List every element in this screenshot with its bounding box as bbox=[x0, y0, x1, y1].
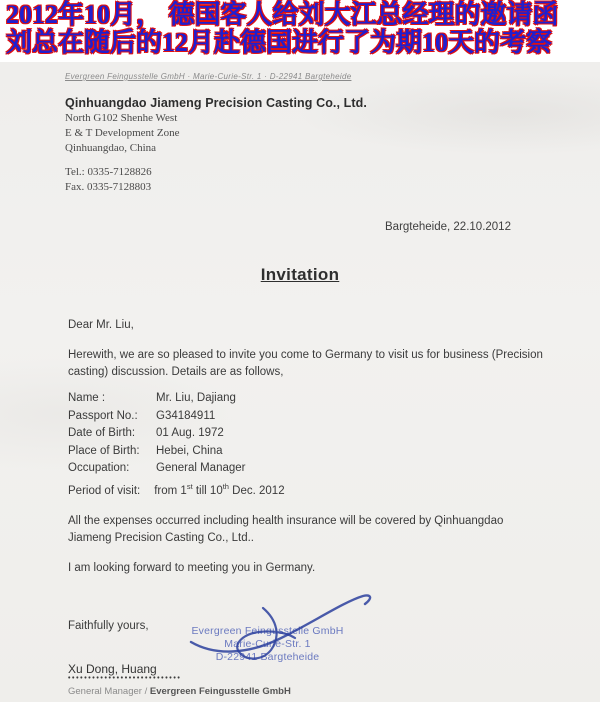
detail-row-birthdate bbox=[68, 425, 388, 443]
company-name: Qinhuangdao Jiameng Precision Casting Co., Ltd. bbox=[65, 96, 367, 110]
caption-line-2: 刘总在随后的12月赴德国进行了为期10天的考察 bbox=[6, 28, 553, 57]
period-sup-st: st bbox=[186, 482, 193, 491]
period-label: Period of visit: bbox=[68, 484, 141, 497]
period-of-visit bbox=[68, 482, 285, 497]
detail-value: 01 Aug. 1972 bbox=[156, 427, 224, 440]
dotted-separator: •••••••••••••••••••••••••••• bbox=[68, 675, 182, 682]
detail-value: Mr. Liu, Dajiang bbox=[156, 392, 236, 404]
detail-row-name bbox=[68, 390, 388, 408]
detail-value: G34184911 bbox=[156, 409, 216, 422]
expenses-paragraph: All the expenses occurred including health insurance will be covered by Qinhuangdao Jiameng Precision Casting Co., Ltd.. bbox=[68, 515, 504, 544]
detail-value: General Manager bbox=[156, 462, 246, 475]
period-till: till 10 bbox=[192, 484, 223, 497]
company-tel: Tel.: 0335-7128826 bbox=[65, 166, 152, 178]
stamp-line-3: D-22941 Bargteheide bbox=[215, 651, 320, 663]
details-list bbox=[68, 390, 388, 478]
company-address-line1: North G102 Shenhe West bbox=[65, 112, 178, 124]
letterhead-line: Evergreen Feingusstelle GmbH · Marie-Curie-Str. 1 · D-22941 Bargteheide bbox=[65, 72, 352, 81]
closing-line: I am looking forward to meeting you in Germany. bbox=[68, 562, 316, 574]
intro-paragraph: Herewith, we are so pleased to invite you come to Germany to visit us for business (Precision casting) discussion. Details are as follows, bbox=[68, 349, 543, 378]
detail-row-passport bbox=[68, 408, 388, 426]
valediction: Faithfully yours, bbox=[68, 620, 149, 632]
letter-title-text: Invitation bbox=[260, 265, 340, 284]
salutation: Dear Mr. Liu, bbox=[68, 319, 134, 331]
caption-banner bbox=[0, 0, 600, 62]
period-rest: Dec. 2012 bbox=[228, 484, 285, 497]
stamp-line-1: Evergreen Feingusstelle GmbH bbox=[191, 625, 344, 637]
signer-name: Xu Dong, Huang bbox=[68, 662, 157, 676]
company-fax: Fax. 0335-7128803 bbox=[65, 181, 152, 193]
caption-line-1: 2012年10月， 德国客人给刘大江总经理的邀请函 bbox=[6, 0, 559, 29]
dateline: Bargteheide, 22.10.2012 bbox=[385, 221, 511, 233]
letter-scan bbox=[0, 62, 600, 702]
company-address-line3: Qinhuangdao, China bbox=[65, 142, 157, 154]
period-from: from 1 bbox=[154, 484, 187, 497]
period-sup-th: th bbox=[222, 482, 229, 491]
stamp-line-2: Marie-Curie-Str. 1 bbox=[224, 638, 311, 650]
signer-title bbox=[68, 686, 291, 697]
signer-title-company: Evergreen Feingusstelle GmbH bbox=[149, 686, 291, 697]
signer-title-prefix: General Manager / bbox=[68, 686, 150, 697]
detail-row-occupation bbox=[68, 460, 388, 478]
detail-row-birthplace bbox=[68, 443, 388, 461]
company-address-line2: E & T Development Zone bbox=[65, 127, 180, 139]
detail-label: Place of Birth: bbox=[68, 444, 140, 457]
handwritten-signature bbox=[185, 590, 375, 672]
detail-label: Passport No.: bbox=[68, 409, 138, 422]
detail-label: Date of Birth: bbox=[68, 427, 136, 440]
letter-title bbox=[0, 265, 600, 285]
detail-label: Name : bbox=[68, 392, 106, 404]
detail-label: Occupation: bbox=[68, 462, 130, 475]
detail-value: Hebei, China bbox=[156, 444, 223, 457]
